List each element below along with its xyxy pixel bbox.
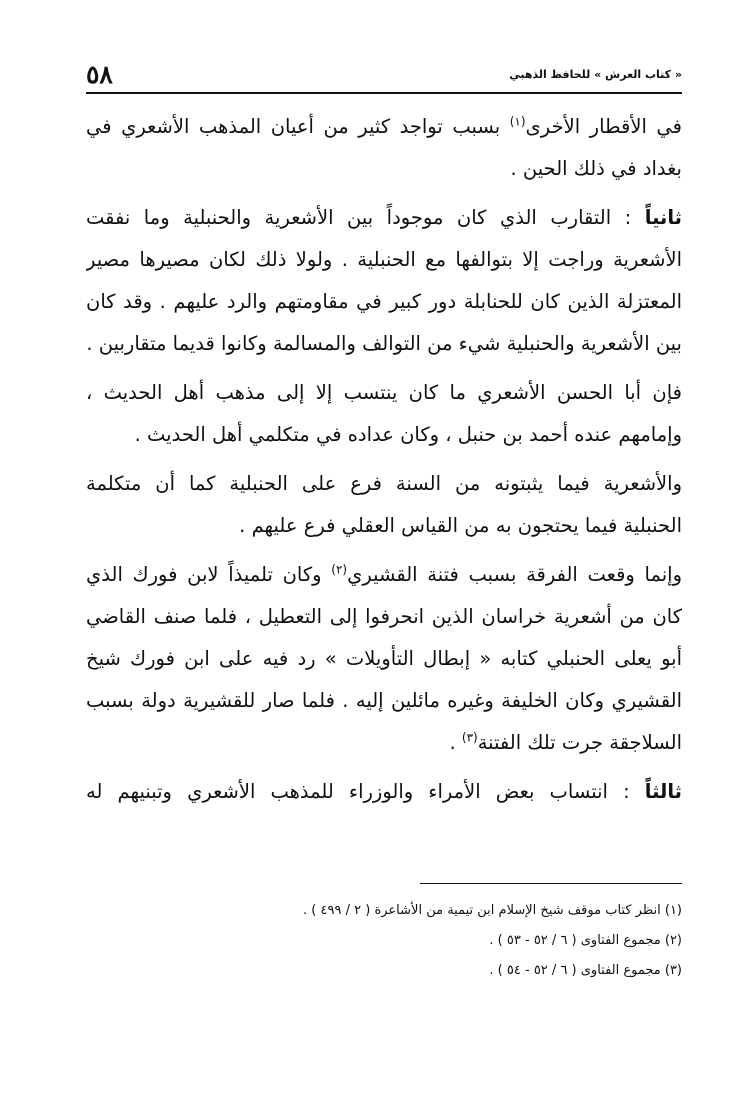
text-run: القشيري وكان الخليفة وغيره مائلين إليه . فلما صار للقشيرية دولة بسبب — [86, 689, 682, 712]
page-number: ٥٨ — [86, 60, 113, 89]
text-line — [86, 596, 682, 638]
footnote-reference: (٣) — [461, 730, 478, 745]
text-line — [86, 680, 682, 722]
text-line — [86, 771, 682, 813]
text-line — [86, 239, 682, 281]
text-run: وكان تلميذاً لابن فورك الذي — [86, 563, 332, 586]
text-run: المعتزلة الذين كان للحنابلة دور كبير في مقاومتهم والرد عليهم . وقد كان — [86, 290, 682, 313]
text-run: السلاجقة جرت تلك الفتنة — [477, 731, 682, 754]
text-line — [86, 197, 682, 239]
paragraph-gap — [86, 365, 682, 372]
text-run: والأشعرية فيما يثبتونه من السنة فرع على الحنبلية كما أن متكلمة — [86, 472, 682, 495]
text-line — [86, 323, 682, 365]
footnote: (١) انظر كتاب موقف شيخ الإسلام ابن تيمية من الأشاعرة ( ٢ / ٤٩٩ ) . — [303, 903, 682, 918]
text-run: وإنما وقعت الفرقة بسبب فتنة القشيري — [347, 563, 682, 586]
text-line — [86, 414, 682, 456]
footnote-reference: (٢) — [331, 562, 348, 577]
paragraph-gap — [86, 456, 682, 463]
page-header — [86, 62, 682, 92]
footnote-reference: (١) — [509, 114, 526, 129]
text-run: بغداد في ذلك الحين . — [510, 157, 682, 180]
paragraph-gap — [86, 764, 682, 771]
text-line — [86, 638, 682, 680]
header-rule — [86, 92, 682, 94]
text-line — [86, 148, 682, 190]
text-line — [86, 372, 682, 414]
footnote-separator — [420, 883, 682, 884]
footnotes — [86, 896, 682, 986]
text-run: فإن أبا الحسن الأشعري ما كان ينتسب إلا إلى مذهب أهل الحديث ، — [86, 381, 682, 404]
footnote: (٣) مجموع الفتاوى ( ٦ / ٥٢ - ٥٤ ) . — [489, 963, 682, 978]
paragraph-gap — [86, 190, 682, 197]
text-run: بين الأشعرية والحنبلية شيء من التوالف والمسالمة وكانوا قديما متقاربين . — [86, 332, 682, 355]
section-lead: ثانياً — [644, 206, 682, 229]
text-line — [86, 554, 682, 596]
footnote: (٢) مجموع الفتاوى ( ٦ / ٥٢ - ٥٣ ) . — [489, 933, 682, 948]
text-line — [86, 281, 682, 323]
main-text — [86, 106, 682, 813]
text-run: بسبب تواجد كثير من أعيان المذهب الأشعري في — [86, 115, 510, 138]
text-run: الحنبلية فيما يحتجون به من القياس العقلي فرع عليهم . — [239, 514, 682, 537]
text-run: وإمامهم عنده أحمد بن حنبل ، وكان عداده في متكلمي أهل الحديث . — [134, 423, 682, 446]
text-run: : التقارب الذي كان موجوداً بين الأشعرية والحنبلية وما نفقت — [86, 206, 645, 229]
text-run: : انتساب بعض الأمراء والوزراء للمذهب الأشعري وتبنيهم له — [86, 780, 645, 803]
text-run: أبو يعلى الحنبلي كتابه « إبطال التأويلات » رد فيه على ابن فورك شيخ — [86, 647, 682, 670]
text-line — [86, 505, 682, 547]
text-run: في الأقطار الأخرى — [525, 115, 682, 138]
text-line — [86, 106, 682, 148]
text-line — [86, 463, 682, 505]
section-lead: ثالثاً — [644, 780, 682, 803]
text-run: كان من أشعرية خراسان الذين انحرفوا إلى التعطيل ، فلما صنف القاضي — [86, 605, 682, 628]
text-line — [86, 722, 682, 764]
text-run: الأشعرية وراجت إلا بتوالفها مع الحنبلية . ولولا ذلك لكان مصيرها مصير — [86, 248, 682, 271]
running-title: « كتاب العرش » للحافظ الذهبي — [509, 68, 682, 81]
paragraph-gap — [86, 547, 682, 554]
text-run: . — [449, 731, 462, 754]
